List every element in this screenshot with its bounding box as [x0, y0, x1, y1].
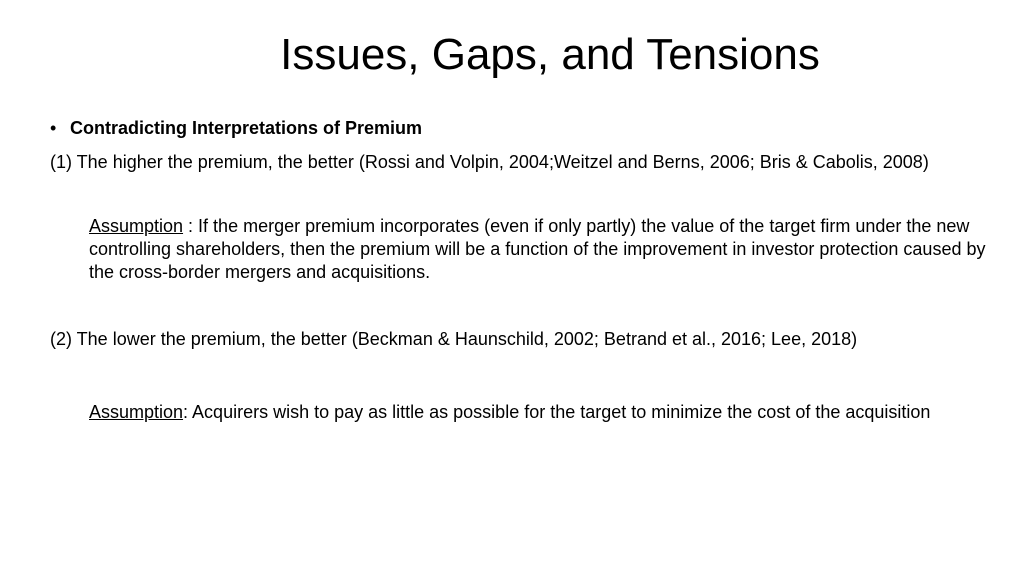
slide-title: Issues, Gaps, and Tensions — [280, 30, 820, 79]
assumption-label: Assumption — [89, 402, 184, 422]
point-2-assumption — [89, 401, 989, 424]
assumption-text: : Acquirers wish to pay as little as possible for the target to minimize the cost of the acquisition — [183, 402, 931, 422]
bullet-heading: Contradicting Interpretations of Premium — [70, 118, 423, 138]
bullet-item — [50, 117, 990, 139]
point-1-text: (1) The higher the premium, the better (Rossi and Volpin, 2004;Weitzel and Berns, 2006; Bris & Cabolis, 2008) — [50, 152, 929, 172]
assumption-text: : If the merger premium incorporates (even if only partly) the value of the target firm under the new controlling shareholders, then the premium will be a function of the improvement in investor protection caused by the cross-border mergers and acquisitions. — [89, 216, 986, 282]
bullet-marker: • — [50, 118, 57, 138]
point-1-assumption — [89, 215, 999, 284]
assumption-label: Assumption — [89, 216, 184, 236]
point-2-text: (2) The lower the premium, the better (Beckman & Haunschild, 2002; Betrand et al., 2016; Lee, 2018) — [50, 329, 858, 349]
